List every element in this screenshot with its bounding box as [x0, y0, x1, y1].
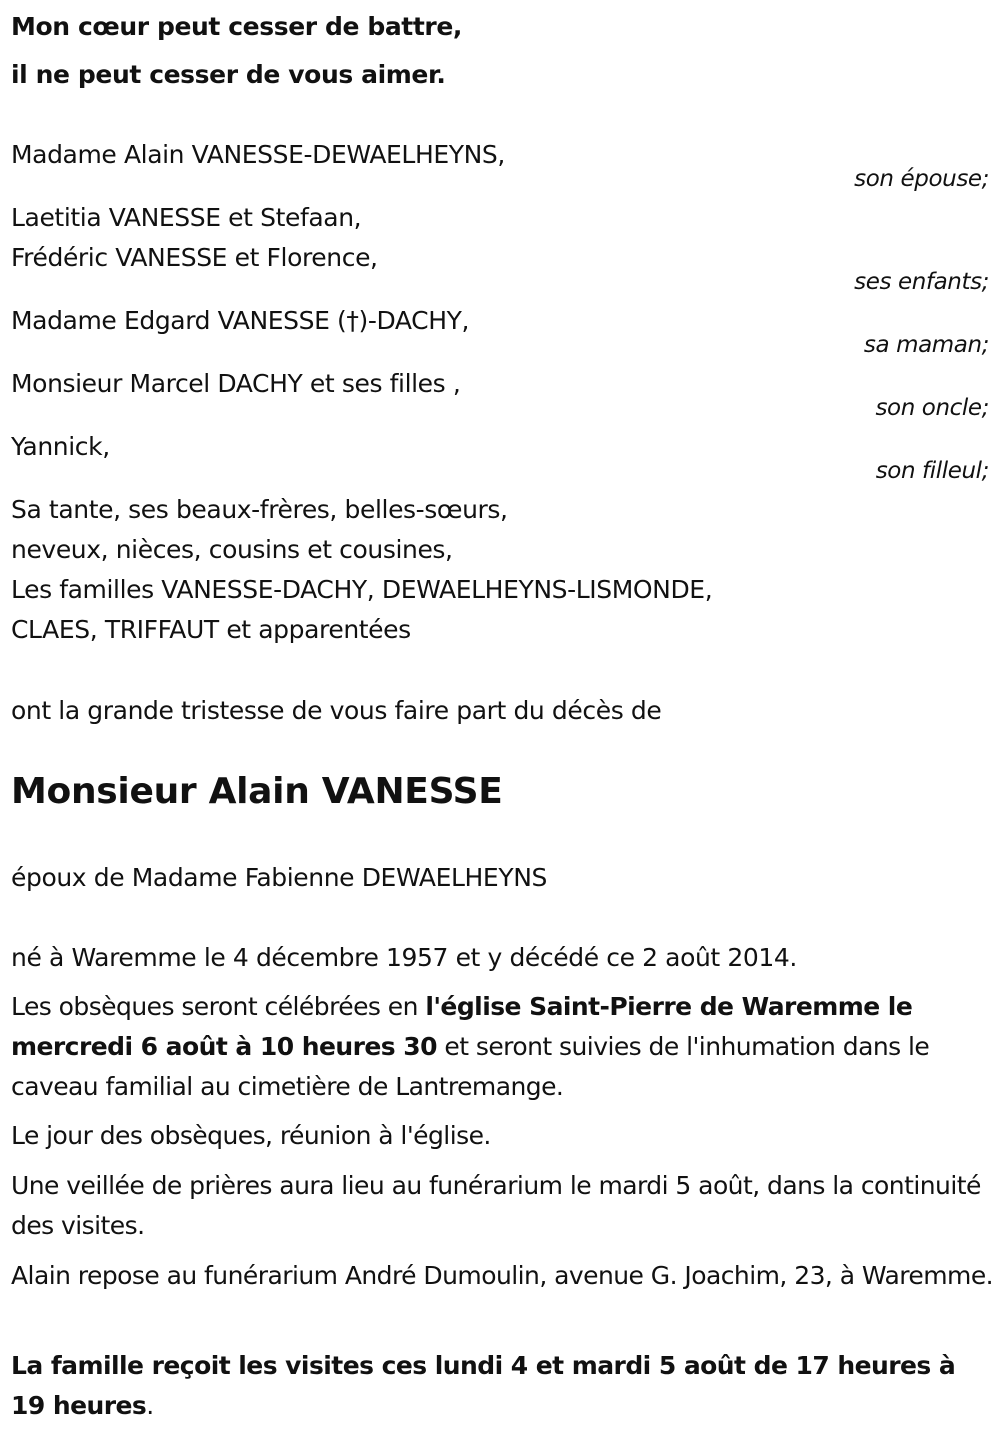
family-mother: Madame Edgard VANESSE (†)-DACHY, — [11, 306, 470, 335]
funeral-paragraph — [11, 987, 996, 1107]
birth-death-line: né à Waremme le 4 décembre 1957 et y décédé ce 2 août 2014. — [11, 943, 797, 972]
deceased-name: Monsieur Alain VANESSE — [11, 771, 503, 812]
family-child-1: Laetitia VANESSE et Stefaan, — [11, 203, 362, 232]
family-godson: Yannick, — [11, 432, 110, 461]
funeral-place-time: l'église Saint-Pierre de Waremme le mercredi 6 août à 10 heures 30 — [11, 992, 913, 1061]
family-child-2: Frédéric VANESSE et Florence, — [11, 243, 378, 272]
family-others-1: Sa tante, ses beaux-frères, belles-sœurs, — [11, 495, 508, 524]
visits-paragraph — [11, 1346, 996, 1426]
visits-text: La famille reçoit les visites ces lundi 4 et mardi 5 août de 17 heures à 19 heures — [11, 1351, 956, 1420]
rest-paragraph: Alain repose au funérarium André Dumoulin, avenue G. Joachim, 23, à Waremme. — [11, 1261, 994, 1290]
relation-uncle: son oncle; — [875, 395, 989, 421]
funeral-intro: Les obsèques seront célébrées en — [11, 992, 426, 1021]
family-uncle: Monsieur Marcel DACHY et ses filles , — [11, 369, 461, 398]
relation-spouse: son épouse; — [854, 166, 989, 192]
family-others-3: Les familles VANESSE-DACHY, DEWAELHEYNS-LISMONDE, — [11, 575, 713, 604]
epigraph-line-2: il ne peut cesser de vous aimer. — [11, 60, 446, 89]
family-others-4: CLAES, TRIFFAUT et apparentées — [11, 615, 411, 644]
relation-mother: sa maman; — [863, 332, 989, 358]
relation-children: ses enfants; — [854, 269, 989, 295]
family-others-2: neveux, nièces, cousins et cousines, — [11, 535, 453, 564]
family-spouse: Madame Alain VANESSE-DEWAELHEYNS, — [11, 140, 505, 169]
reunion-paragraph: Le jour des obsèques, réunion à l'église. — [11, 1121, 491, 1150]
deceased-spouse: époux de Madame Fabienne DEWAELHEYNS — [11, 863, 547, 892]
visits-end: . — [146, 1391, 154, 1420]
funeral-burial: et seront suivies de l'inhumation dans le caveau familial au cimetière de Lantremange. — [11, 1032, 930, 1101]
epigraph-line-1: Mon cœur peut cesser de battre, — [11, 12, 462, 41]
relation-godson: son filleul; — [875, 458, 989, 484]
vigil-paragraph: Une veillée de prières aura lieu au funérarium le mardi 5 août, dans la continuité des visites. — [11, 1171, 981, 1240]
announcement: ont la grande tristesse de vous faire part du décès de — [11, 696, 662, 725]
